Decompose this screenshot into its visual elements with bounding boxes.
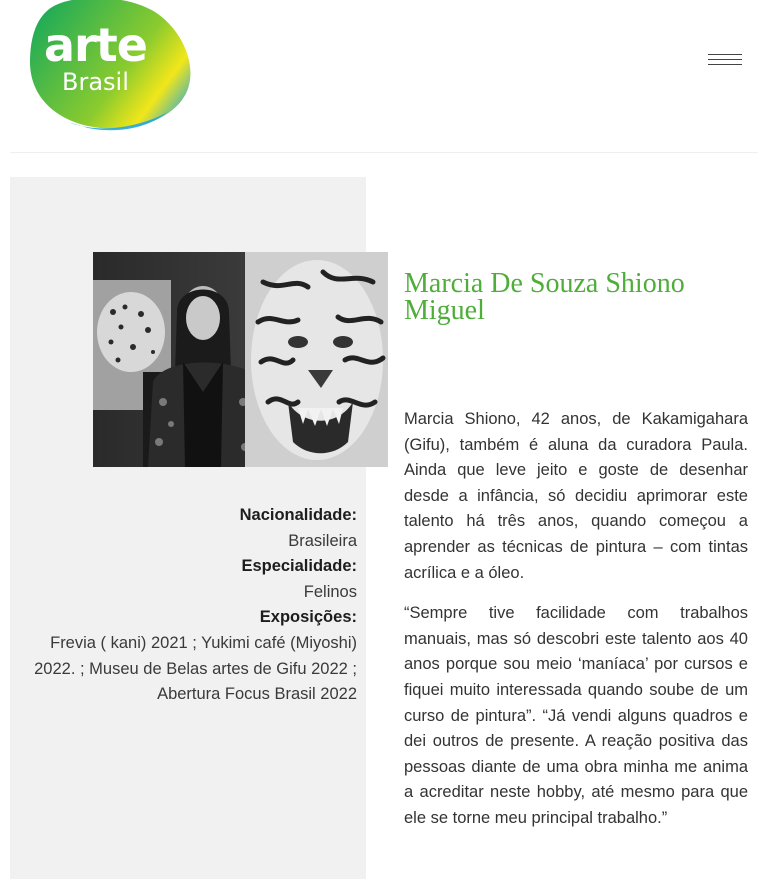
artist-name-title: Marcia De Souza Shiono Miguel xyxy=(404,268,685,326)
nationality-value: Brasileira xyxy=(288,531,357,550)
exhibitions-label: Exposições: xyxy=(259,608,357,627)
artist-bio xyxy=(404,407,748,847)
hamburger-menu-icon[interactable] xyxy=(708,54,742,68)
arte-brasil-logo[interactable] xyxy=(28,0,196,132)
header-divider xyxy=(10,152,758,153)
bio-paragraph-2: “Sempre tive facilidade com trabalhos manuais, mas só descobri este talento aos 40 anos porque sou meio ‘maníaca’ por cursos e fiquei muito interessada quando soube de um curso de pintura”. “Já vendi alguns quadros e dei outros de presente. A reação positiva das pessoas diante de uma obra minha me anima a acreditar neste hobby, até mesmo para que ele se torne meu principal trabalho.” xyxy=(404,604,748,827)
specialty-label: Especialidade: xyxy=(241,557,357,576)
artist-details xyxy=(14,503,357,708)
exhibitions-value: Frevia ( kani) 2021 ; Yukimi café (Miyoshi) 2022. ; Museu de Belas artes de Gifu 2022 ; Abertura Focus Brasil 2022 xyxy=(34,633,357,704)
site-header xyxy=(0,0,768,152)
logo-text-sub: Brasil xyxy=(62,68,129,96)
nationality-label: Nacionalidade: xyxy=(239,506,357,524)
specialty-value: Felinos xyxy=(303,582,357,601)
artist-photo xyxy=(93,252,388,467)
bio-paragraph-1: Marcia Shiono, 42 anos, de Kakamigahara (Gifu), também é aluna da curadora Paula. Ainda que leve jeito e goste de desenhar desde a infância, só decidiu aprimorar este talento há três anos, quando começou a aprender as técnicas de pintura – com tintas acrílica e a óleo. xyxy=(404,410,748,582)
artist-photo-image xyxy=(93,252,388,467)
logo-text-main: arte xyxy=(44,18,147,72)
